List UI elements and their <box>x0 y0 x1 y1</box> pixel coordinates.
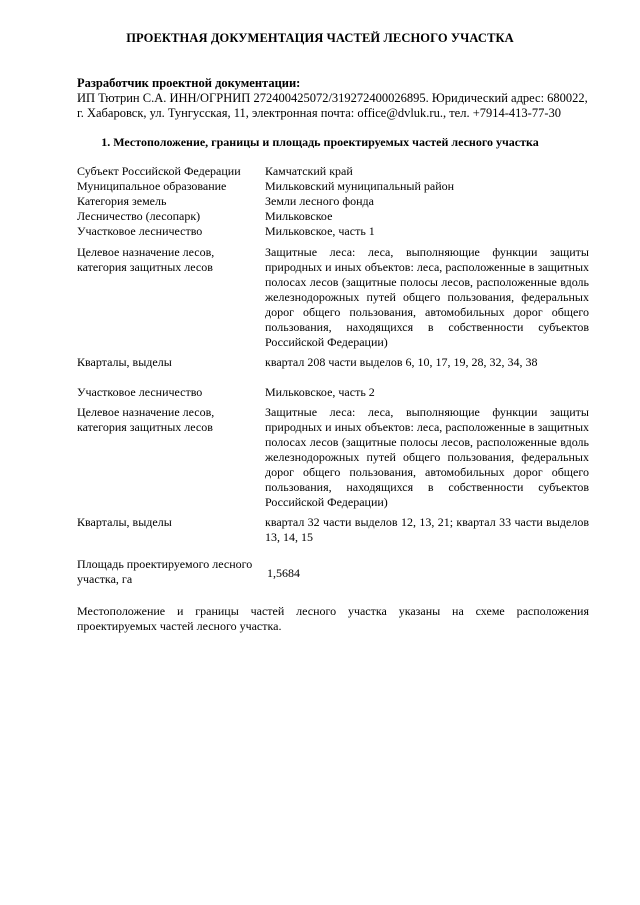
row-value: Мильковский муниципальный район <box>265 179 455 193</box>
row-label: Субъект Российской Федерации <box>77 164 241 178</box>
row-label: Кварталы, выделы <box>77 515 172 529</box>
location-note: Местоположение и границы частей лесного участка указаны на схеме расположения проектируемых частей лесного участка. <box>77 604 589 633</box>
developer-block <box>77 76 609 121</box>
developer-heading: Разработчик проектной документации: <box>77 76 301 90</box>
row-value: Защитные леса: леса, выполняющие функции защиты природных и иных объектов: леса, расположенные в защитных полосах лесов (защитные полосы лесов, расположенные вдоль железнодорожных путей общего пользования, федеральных дорог общего пользования, автомобильных дорог общего пользования, находящихся в собственности субъектов Российской Федерации) <box>265 245 589 349</box>
area-label: Площадь проектируемого лесного участка, га <box>77 557 253 586</box>
row-value: Мильковское, часть 1 <box>265 224 375 238</box>
row-label: Целевое назначение лесов, категория защитных лесов <box>77 405 215 434</box>
document-title: ПРОЕКТНАЯ ДОКУМЕНТАЦИЯ ЧАСТЕЙ ЛЕСНОГО УЧАСТКА <box>126 31 514 45</box>
row-value: квартал 208 части выделов 6, 10, 17, 19, 28, 32, 34, 38 <box>265 355 538 369</box>
row-value: Мильковское, часть 2 <box>265 385 375 399</box>
row-value: Мильковское <box>265 209 333 223</box>
developer-line-2: г. Хабаровск, ул. Тунгусская, 11, электронная почта: office@dvluk.ru., тел. +7914-413-77-30 <box>77 106 561 120</box>
row-label: Целевое назначение лесов, категория защитных лесов <box>77 245 215 274</box>
row-label: Кварталы, выделы <box>77 355 172 369</box>
section-1-title: 1. Местоположение, границы и площадь проектируемых частей лесного участка <box>101 135 539 149</box>
area-value: 1,5684 <box>267 566 300 580</box>
row-label: Категория земель <box>77 194 167 208</box>
row-value: Земли лесного фонда <box>265 194 374 208</box>
row-label: Участковое лесничество <box>77 224 203 238</box>
row-label: Муниципальное образование <box>77 179 227 193</box>
row-value: Камчатский край <box>265 164 353 178</box>
developer-line-1: ИП Тютрин С.А. ИНН/ОГРНИП 272400425072/319272400026895. Юридический адрес: 680022, <box>77 91 588 105</box>
row-value: квартал 32 части выделов 12, 13, 21; квартал 33 части выделов 13, 14, 15 <box>265 515 589 544</box>
row-value: Защитные леса: леса, выполняющие функции защиты природных и иных объектов: леса, расположенные в защитных полосах лесов (защитные полосы лесов, расположенные вдоль железнодорожных путей общего пользования, федеральных дорог общего пользования, автомобильных дорог общего пользования, находящихся в собственности субъектов Российской Федерации) <box>265 405 589 509</box>
row-label: Участковое лесничество <box>77 385 203 399</box>
row-label: Лесничество (лесопарк) <box>77 209 201 223</box>
